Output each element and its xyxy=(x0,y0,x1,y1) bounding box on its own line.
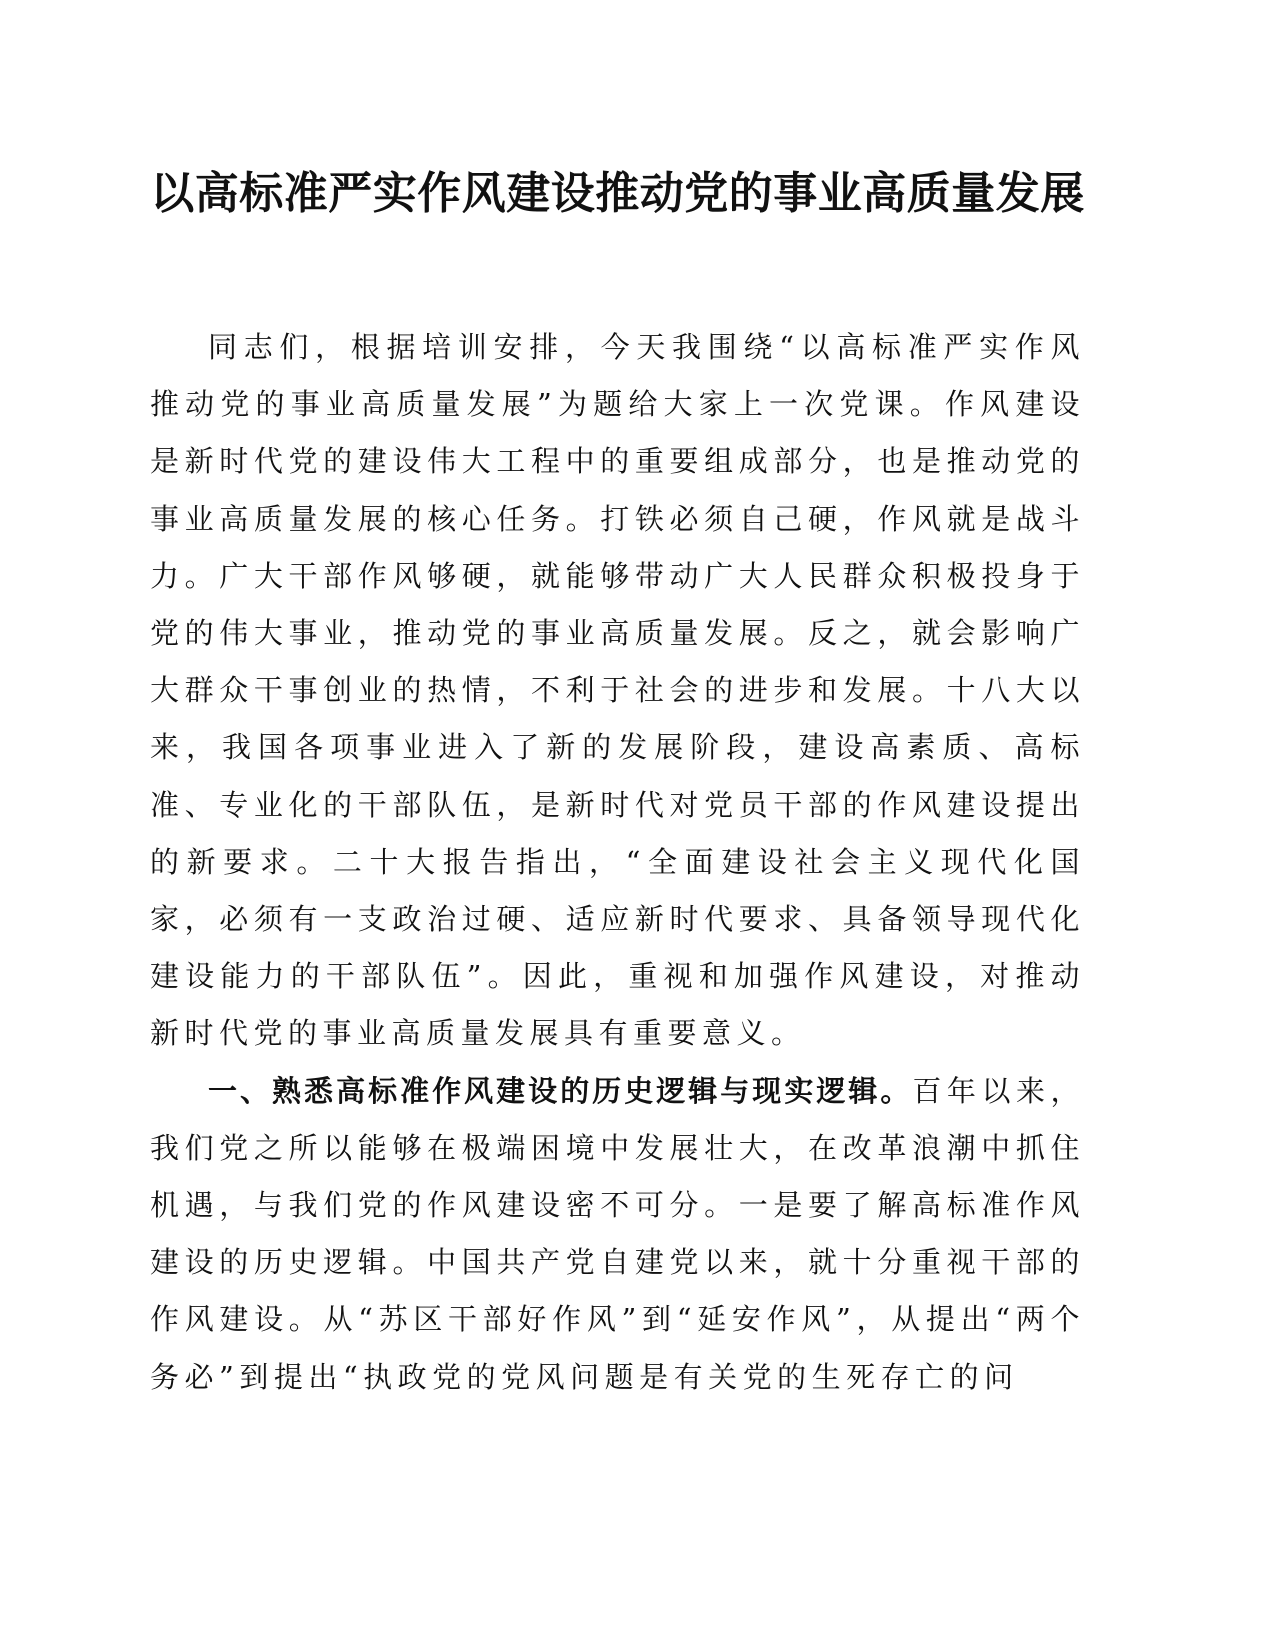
section-1-text: 百年以来，我们党之所以能够在极端困境中发展壮大，在改革浪潮中抓住机遇，与我们党的作风建设密不可分。一是要了解高标准作风建设的历史逻辑。中国共产党自建党以来，就十分重视干部的作风建设。从“苏区干部好作风”到“延安作风”，从提出“两个务必”到提出“执政党的党风问题是有关党的生死存亡的问 xyxy=(150,1073,1085,1394)
section-1-paragraph xyxy=(150,1063,1085,1406)
document-title: 以高标准严实作风建设推动党的事业高质量发展 xyxy=(150,168,1085,219)
intro-paragraph: 同志们，根据培训安排，今天我围绕“以高标准严实作风推动党的事业高质量发展”为题给大家上一次党课。作风建设是新时代党的建设伟大工程中的重要组成部分，也是推动党的事业高质量发展的核心任务。打铁必须自己硬，作风就是战斗力。广大干部作风够硬，就能够带动广大人民群众积极投身于党的伟大事业，推动党的事业高质量发展。反之，就会影响广大群众干事创业的热情，不利于社会的进步和发展。十八大以来，我国各项事业进入了新的发展阶段，建设高素质、高标准、专业化的干部队伍，是新时代对党员干部的作风建设提出的新要求。二十大报告指出，“全面建设社会主义现代化国家，必须有一支政治过硬、适应新时代要求、具备领导现代化建设能力的干部队伍”。因此，重视和加强作风建设，对推动新时代党的事业高质量发展具有重要意义。 xyxy=(150,330,1085,1051)
section-1-heading: 一、熟悉高标准作风建设的历史逻辑与现实逻辑。 xyxy=(208,1073,913,1108)
document-body xyxy=(150,319,1085,1406)
